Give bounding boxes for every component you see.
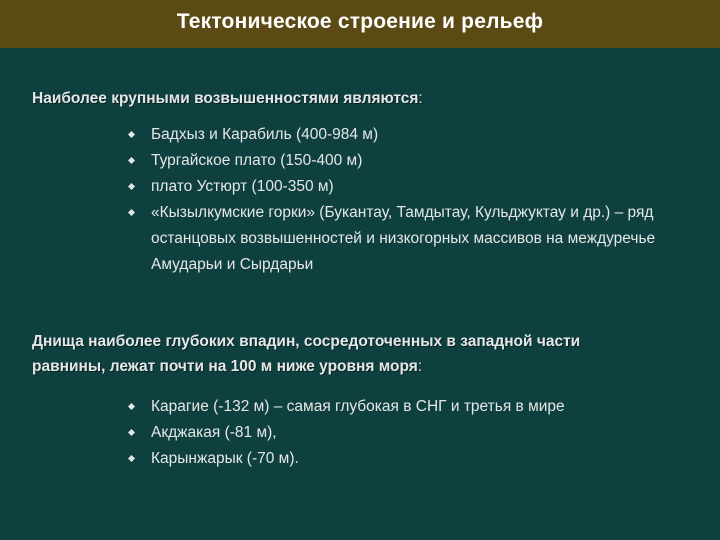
list-item: [128, 446, 703, 472]
diamond-bullet-icon: [128, 429, 135, 436]
list-item-text: Карагие (-132 м) – самая глубокая в СНГ и третья в мире: [151, 398, 565, 415]
list-item: [128, 394, 703, 420]
diamond-bullet-icon: [128, 157, 135, 164]
list-item-text: «Кызылкумские горки» (Букантау, Тамдытау, Кульджуктау и др.) – ряд останцовых возвышенностей и низкогорных массивов на междуречье Амударьи и Сырдарьи: [151, 204, 656, 273]
diamond-bullet-icon: [128, 209, 135, 216]
section-2-list: [128, 394, 703, 472]
section-1-colon: :: [418, 90, 423, 107]
diamond-bullet-icon: [128, 455, 135, 462]
section-1-heading-text: Наиболее крупными возвышенностями являются: [32, 90, 419, 107]
list-item: [128, 420, 703, 446]
diamond-bullet-icon: [128, 131, 135, 138]
list-item: [128, 174, 703, 200]
section-2-heading: [32, 329, 580, 379]
list-item: [128, 148, 703, 174]
list-item-text: плато Устюрт (100-350 м): [151, 178, 334, 195]
diamond-bullet-icon: [128, 403, 135, 410]
list-item-text: Тургайское плато (150-400 м): [151, 152, 363, 169]
section-1-list: [128, 122, 703, 278]
section-2-colon: :: [417, 358, 423, 375]
section-1-heading: [32, 86, 423, 111]
list-item: [128, 200, 703, 278]
list-item-text: Акджакая (-81 м),: [151, 424, 277, 441]
list-item: [128, 122, 703, 148]
section-2-heading-line-2: равнины, лежат почти на 100 м ниже уровня моря: [32, 358, 418, 375]
list-item-text: Бадхыз и Карабиль (400-984 м): [151, 126, 379, 143]
list-item-text: Карынжарык (-70 м).: [151, 450, 299, 467]
slide-title: Тектоническое строение и рельеф: [176, 10, 544, 33]
section-2-heading-line-1: Днища наиболее глубоких впадин, сосредоточенных в западной части: [32, 333, 581, 350]
diamond-bullet-icon: [128, 183, 135, 190]
